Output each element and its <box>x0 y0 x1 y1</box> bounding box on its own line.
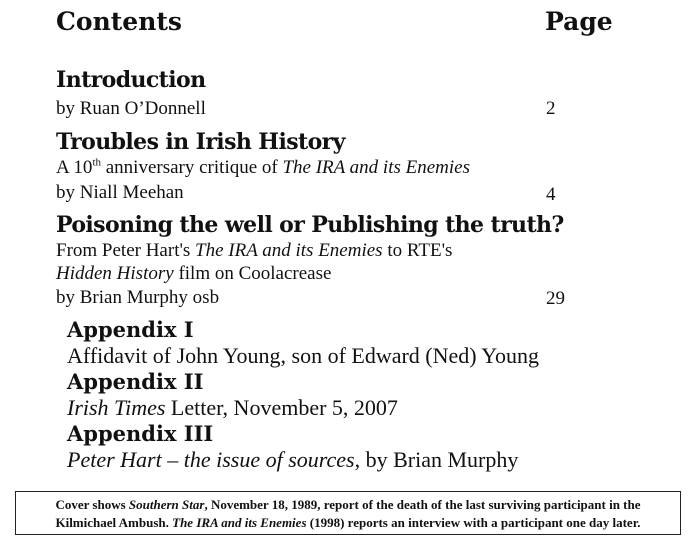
caption-newspaper-title: Southern Star <box>128 497 205 512</box>
subtitle-text: From Peter Hart's <box>56 240 196 261</box>
appendix-plain-text: Letter, November 5, 2007 <box>165 395 398 420</box>
caption-text: , November 18, 1989, report of the death of the last surviving participant in the <box>204 497 641 512</box>
appendix-title-2: Appendix II <box>67 369 204 394</box>
subtitle-text: to RTE's <box>382 240 453 261</box>
appendix-text-2 <box>67 395 398 421</box>
section-byline-introduction: by Ruan O’Donnell <box>56 98 206 119</box>
section-title-introduction: Introduction <box>56 67 206 93</box>
subtitle-book-title: The IRA and its Enemies <box>282 157 470 178</box>
subtitle-film-title: Hidden History <box>56 263 174 284</box>
contents-heading: Contents <box>56 7 183 36</box>
appendix-plain-text: , by Brian Murphy <box>354 447 519 472</box>
subtitle-book-title: The IRA and its Enemies <box>195 240 383 261</box>
cover-caption-box <box>15 491 681 535</box>
caption-text: (1998) reports an interview with a participant one day later. <box>306 515 641 530</box>
caption-text: Kilmichael Ambush. <box>55 515 173 530</box>
appendix-title-3: Appendix III <box>67 421 214 446</box>
section-byline-poisoning: by Brian Murphy osb <box>56 287 220 308</box>
appendix-italic-text: Irish Times <box>67 395 166 420</box>
section-subtitle-troubles <box>56 157 470 179</box>
subtitle-superscript: th <box>92 156 101 169</box>
subtitle-text: anniversary critique of <box>101 157 283 178</box>
subtitle-text: film on Coolacrease <box>173 263 332 284</box>
appendix-italic-text: Peter Hart – the issue of sources <box>67 447 355 472</box>
page-number-introduction: 2 <box>546 98 556 119</box>
caption-text: Cover shows <box>55 497 129 512</box>
subtitle-text: A 10 <box>56 157 93 178</box>
page-number-poisoning: 29 <box>546 288 565 309</box>
section-subtitle-line1-poisoning <box>56 240 452 262</box>
section-byline-troubles: by Niall Meehan <box>56 182 184 203</box>
cover-caption-line2 <box>16 515 680 531</box>
appendix-text-1: Affidavit of John Young, son of Edward (Ned) Young <box>67 343 539 368</box>
cover-caption-line1 <box>16 497 680 513</box>
section-title-poisoning: Poisoning the well or Publishing the truth? <box>56 212 564 238</box>
page-heading: Page <box>545 7 613 36</box>
appendix-title-1: Appendix I <box>67 317 194 342</box>
appendix-text-3 <box>67 447 518 473</box>
section-title-troubles: Troubles in Irish History <box>56 129 345 155</box>
caption-book-title: The IRA and its Enemies <box>172 515 307 530</box>
page-number-troubles: 4 <box>546 184 556 205</box>
section-subtitle-line2-poisoning <box>56 263 331 285</box>
